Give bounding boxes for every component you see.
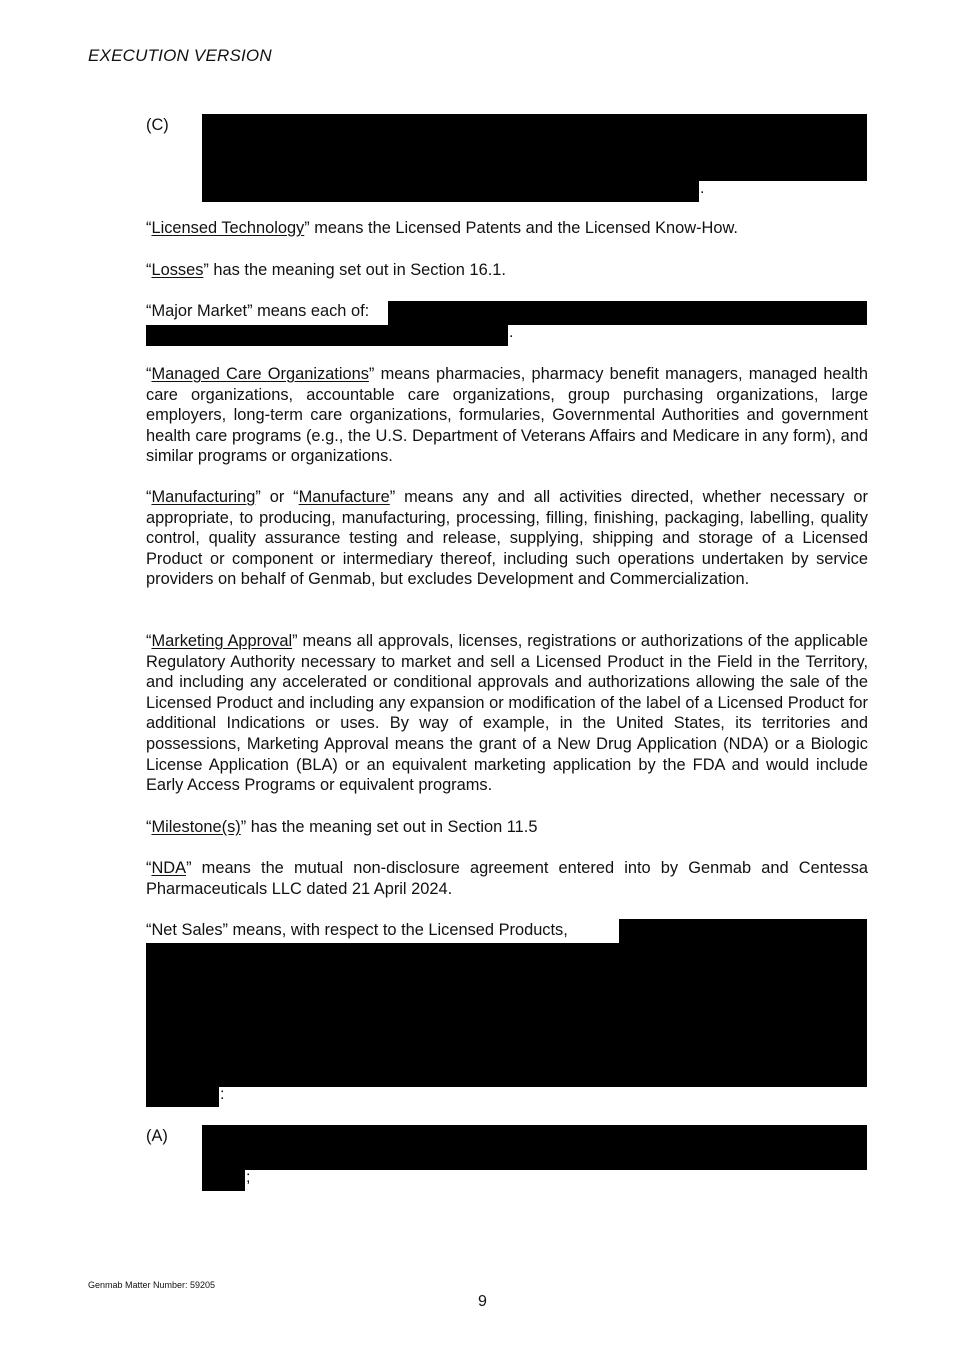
- definition-nda: “NDA” means the mutual non-disclosure agreement entered into by Genmab and Centessa Pharmaceuticals LLC dated 21 April 2024.: [146, 859, 868, 898]
- definition-managed-care-organizations: “Managed Care Organizations” means pharmacies, pharmacy benefit managers, managed health care organizations, accountable care organizations, group purchasing organizations, large employers, long-term care organizations, formularies, Governmental Authorities and government health care programs (e.g., the U.S. Department of Veterans Affairs and Medicare in any form), and similar programs or organizations.: [146, 365, 868, 466]
- footer-matter-number: Genmab Matter Number: 59205: [88, 1280, 216, 1290]
- definition-text: ” has the meaning set out in Section 16.1.: [203, 261, 506, 279]
- defined-term: Milestone(s): [151, 818, 241, 836]
- clause-a-label: (A): [146, 1127, 168, 1145]
- redaction-block: [202, 1125, 867, 1170]
- definition-marketing-approval: “Marketing Approval” means all approvals, licenses, registrations or authorizations of the applicable Regulatory Authority necessary to market and sell a Licensed Product in the Field in the Territory, and including any accelerated or conditional approvals and authorizations allowing the sale of the Licensed Product and including any expansion or modification of the label of a Licensed Product for additional Indications or uses. By way of example, in the United States, its territories and possessions, Marketing Approval means the grant of a New Drug Application (NDA) or a Biologic License Application (BLA) or an equivalent marketing application by the FDA and would include Early Access Programs or equivalent programs.: [146, 632, 869, 795]
- clause-a-end: ;: [246, 1169, 251, 1186]
- definition-text: ” means the mutual non-disclosure agreement entered into by Genmab and Centessa Pharmaceuticals LLC dated 21 April 2024.: [146, 859, 868, 898]
- redaction-block: [146, 1087, 219, 1107]
- document-header: EXECUTION VERSION: [88, 46, 272, 65]
- major-market-end: .: [509, 324, 514, 341]
- defined-term: NDA: [151, 859, 187, 877]
- redaction-block: [202, 114, 867, 181]
- definition-text: ” means pharmacies, pharmacy benefit managers, managed health care organizations, accountable care organizations, group purchasing organizations, large employers, long-term care organizations, formularies, Governmental Authorities and government health care programs (e.g., the U.S. Department of Veterans Affairs and Medicare in any form), and similar programs or organizations.: [146, 365, 868, 466]
- definition-text: ” means any and all activities directed, whether necessary or appropriate, to producing, manufacturing, processing, filling, finishing, packaging, labelling, quality control, quality assurance testing and release, supplying, shipping and storage of a Licensed Product or component or intermediary thereof, including such operations undertaken by service providers on behalf of Genmab, but excludes Development and Commercialization.: [146, 488, 868, 589]
- definition-text: ” means all approvals, licenses, registrations or authorizations of the applicable Regulatory Authority necessary to market and sell a Licensed Product in the Field in the Territory, and including any accelerated or conditional approvals and authorizations allowing the sale of the Licensed Product and including any expansion or modification of the label of a Licensed Product for additional Indications or uses. By way of example, in the United States, its territories and possessions, Marketing Approval means the grant of a New Drug Application (NDA) or a Biologic License Application (BLA) or an equivalent marketing application by the FDA and would include Early Access Programs or equivalent programs.: [146, 632, 869, 795]
- definition-licensed-technology: “Licensed Technology” means the Licensed Patents and the Licensed Know-How.: [146, 219, 738, 237]
- definition-text: ” has the meaning set out in Section 11.5: [240, 818, 538, 836]
- defined-term: Licensed Technology: [151, 219, 305, 237]
- clause-c-end: .: [700, 180, 705, 197]
- defined-term: Managed Care Organizations: [151, 365, 369, 383]
- definition-net-sales: “Net Sales” means, with respect to the Licensed Products,: [146, 921, 568, 939]
- definition-major-market: “Major Market” means each of:: [146, 302, 370, 320]
- redaction-block: [619, 919, 867, 943]
- redaction-block: [146, 943, 867, 1087]
- defined-term: Marketing Approval: [151, 632, 293, 650]
- defined-term: Manufacture: [298, 488, 390, 506]
- redaction-block: [146, 325, 508, 346]
- definition-losses: “Losses” has the meaning set out in Section 16.1.: [146, 261, 506, 279]
- definition-manufacturing: “Manufacturing” or “Manufacture” means any and all activities directed, whether necessary or appropriate, to producing, manufacturing, processing, filling, finishing, packaging, labelling, quality control, quality assurance testing and release, supplying, shipping and storage of a Licensed Product or component or intermediary thereof, including such operations undertaken by service providers on behalf of Genmab, but excludes Development and Commercialization.: [146, 488, 868, 589]
- clause-c-label: (C): [146, 116, 169, 134]
- definition-milestones: “Milestone(s)” has the meaning set out in Section 11.5: [146, 818, 538, 836]
- definition-text: ” means the Licensed Patents and the Licensed Know-How.: [304, 219, 738, 237]
- net-sales-end: :: [220, 1086, 225, 1103]
- redaction-block: [388, 301, 867, 325]
- defined-term: Manufacturing: [151, 488, 256, 506]
- redaction-block: [202, 1170, 245, 1191]
- defined-term: Losses: [151, 261, 204, 279]
- page-number: 9: [478, 1293, 487, 1310]
- redaction-block: [202, 181, 699, 202]
